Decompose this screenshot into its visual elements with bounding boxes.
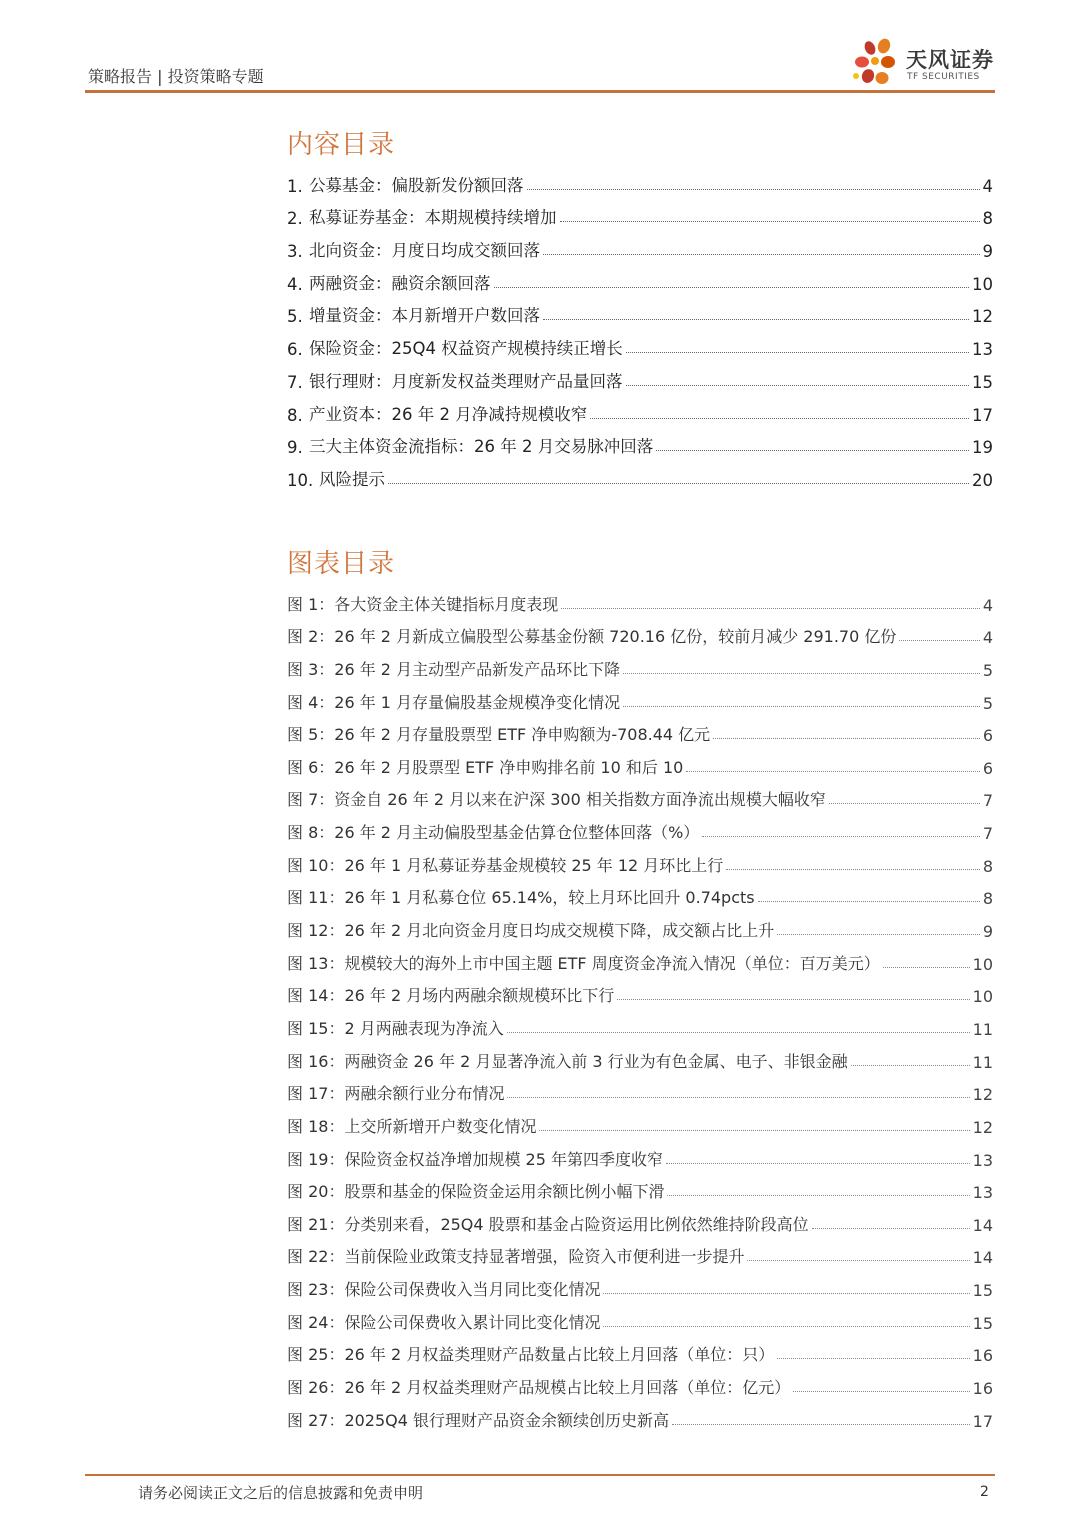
figure-item-page: 17 xyxy=(972,1411,993,1431)
toc-item-title: 风险提示 xyxy=(319,469,385,489)
toc-item-page: 10 xyxy=(972,274,993,294)
leader-dots xyxy=(793,1390,969,1392)
figure-item[interactable] xyxy=(287,941,993,974)
figure-item-title: 图 1：各大资金主体关键指标月度表现 xyxy=(287,594,559,614)
figure-item-title: 图 13：规模较大的海外上市中国主题 ETF 周度资金净流入情况（单位：百万美元） xyxy=(287,953,880,973)
page-number: 2 xyxy=(980,1484,989,1500)
leader-dots xyxy=(561,607,980,609)
toc-item-page: 19 xyxy=(972,438,993,458)
footer-divider xyxy=(85,1474,995,1476)
toc-item-title: 北向资金：月度日均成交额回落 xyxy=(309,241,540,261)
contents-title: 内容目录 xyxy=(287,130,396,160)
figures-list xyxy=(287,582,993,1431)
figure-item-page: 10 xyxy=(972,987,993,1007)
toc-item[interactable] xyxy=(287,359,993,392)
leader-dots xyxy=(560,220,980,222)
figure-item-page: 7 xyxy=(982,824,993,844)
figure-item-page: 16 xyxy=(972,1346,993,1366)
figure-item-title: 图 24：保险公司保费收入累计同比变化情况 xyxy=(287,1312,601,1332)
leader-dots xyxy=(603,1292,969,1294)
contents-list xyxy=(287,163,993,490)
figure-item-page: 16 xyxy=(972,1379,993,1399)
toc-item[interactable] xyxy=(287,392,993,425)
leader-dots xyxy=(758,900,980,902)
figure-item-page: 4 xyxy=(982,595,993,615)
toc-item[interactable] xyxy=(287,261,993,294)
figure-item-title: 图 12：26 年 2 月北向资金月度日均成交规模下降，成交额占比上升 xyxy=(287,921,775,941)
toc-item-page: 17 xyxy=(972,405,993,425)
leader-dots xyxy=(623,672,980,674)
figure-item-title: 图 3：26 年 2 月主动型产品新发产品环比下降 xyxy=(287,659,621,679)
leader-dots xyxy=(388,482,969,484)
figure-item[interactable] xyxy=(287,1039,993,1072)
figure-item-title: 图 22：当前保险业政策支持显著增强，险资入市便利进一步提升 xyxy=(287,1247,745,1267)
figure-item[interactable] xyxy=(287,1300,993,1333)
figure-item-page: 11 xyxy=(972,1019,993,1039)
figure-item-page: 5 xyxy=(982,660,993,680)
figure-item-page: 14 xyxy=(972,1248,993,1268)
figure-item-page: 14 xyxy=(972,1215,993,1235)
toc-item[interactable] xyxy=(287,425,993,458)
figure-item-page: 15 xyxy=(972,1281,993,1301)
figure-item-title: 图 4：26 年 1 月存量偏股基金规模净变化情况 xyxy=(287,692,621,712)
toc-item-number: 9. xyxy=(287,438,303,458)
toc-item-number: 8. xyxy=(287,405,303,425)
leader-dots xyxy=(543,318,969,320)
figure-item[interactable] xyxy=(287,1333,993,1366)
toc-item-number: 7. xyxy=(287,372,303,392)
leader-dots xyxy=(494,286,970,288)
leader-dots xyxy=(626,351,969,353)
figure-item[interactable] xyxy=(287,1104,993,1137)
leader-dots xyxy=(507,1031,970,1033)
figure-item[interactable] xyxy=(287,810,993,843)
leader-dots xyxy=(603,1325,969,1327)
leader-dots xyxy=(666,1162,970,1164)
figure-item-page: 15 xyxy=(972,1313,993,1333)
report-category: 策略报告 | 投资策略专题 xyxy=(88,67,264,86)
toc-item[interactable] xyxy=(287,326,993,359)
header-divider xyxy=(85,90,995,93)
figure-item-page: 9 xyxy=(982,922,993,942)
leader-dots xyxy=(899,639,979,641)
figure-item[interactable] xyxy=(287,843,993,876)
leader-dots xyxy=(829,802,980,804)
leader-dots xyxy=(747,1259,969,1261)
figure-item[interactable] xyxy=(287,1006,993,1039)
leader-dots xyxy=(777,933,980,935)
figure-item-page: 8 xyxy=(982,856,993,876)
figure-item-page: 6 xyxy=(982,758,993,778)
figure-item[interactable] xyxy=(287,876,993,909)
toc-item-number: 1. xyxy=(287,176,303,196)
figure-item-page: 12 xyxy=(972,1117,993,1137)
brand-logo xyxy=(848,34,998,90)
leader-dots xyxy=(590,417,969,419)
leader-dots xyxy=(883,966,970,968)
figure-item-title: 图 16：两融资金 26 年 2 月显著净流入前 3 行业为有色金属、电子、非银金融 xyxy=(287,1051,848,1071)
figure-item-page: 13 xyxy=(972,1183,993,1203)
toc-item-title: 保险资金：25Q4 权益资产规模持续正增长 xyxy=(309,339,623,359)
toc-item-page: 13 xyxy=(972,340,993,360)
figure-item[interactable] xyxy=(287,647,993,680)
figure-item[interactable] xyxy=(287,745,993,778)
figure-item-title: 图 5：26 年 2 月存量股票型 ETF 净申购额为-708.44 亿元 xyxy=(287,725,711,745)
figure-item[interactable] xyxy=(287,1267,993,1300)
toc-item-title: 银行理财：月度新发权益类理财产品量回落 xyxy=(309,371,623,391)
figure-item[interactable] xyxy=(287,1170,993,1203)
figure-item[interactable] xyxy=(287,1072,993,1105)
figure-item-title: 图 21：分类别来看，25Q4 股票和基金占险资运用比例依然维持阶段高位 xyxy=(287,1214,809,1234)
leader-dots xyxy=(851,1064,970,1066)
leader-dots xyxy=(527,188,980,190)
figure-item-page: 8 xyxy=(982,889,993,909)
figure-item[interactable] xyxy=(287,615,993,648)
toc-item-title: 公募基金：偏股新发份额回落 xyxy=(309,175,524,195)
toc-item-page: 12 xyxy=(972,307,993,327)
toc-item[interactable] xyxy=(287,228,993,261)
figure-item-page: 12 xyxy=(972,1085,993,1105)
figure-item-page: 10 xyxy=(972,954,993,974)
leader-dots xyxy=(626,384,970,386)
figure-item-title: 图 15：2 月两融表现为净流入 xyxy=(287,1018,504,1038)
toc-item-page: 20 xyxy=(972,470,993,490)
toc-item-title: 增量资金：本月新增开户数回落 xyxy=(309,306,540,326)
figure-item-title: 图 14：26 年 2 月场内两融余额规模环比下行 xyxy=(287,986,615,1006)
toc-item-number: 6. xyxy=(287,340,303,360)
figure-item-title: 图 23：保险公司保费收入当月同比变化情况 xyxy=(287,1280,601,1300)
figure-item-title: 图 7：资金自 26 年 2 月以来在沪深 300 相关指数方面净流出规模大幅收窄 xyxy=(287,790,826,810)
toc-item-number: 10. xyxy=(287,470,314,490)
figure-item[interactable] xyxy=(287,1137,993,1170)
figure-item-title: 图 27：2025Q4 银行理财产品资金余额续创历史新高 xyxy=(287,1410,670,1430)
logo-chinese-name: 天风证券 xyxy=(906,48,994,72)
toc-item-title: 三大主体资金流指标：26 年 2 月交易脉冲回落 xyxy=(309,437,654,457)
figure-item-page: 4 xyxy=(982,628,993,648)
figure-item-title: 图 18：上交所新增开户数变化情况 xyxy=(287,1116,537,1136)
toc-item-page: 15 xyxy=(972,372,993,392)
figure-item-page: 5 xyxy=(982,693,993,713)
leader-dots xyxy=(539,1129,969,1131)
figure-item[interactable] xyxy=(287,1202,993,1235)
figure-item[interactable] xyxy=(287,908,993,941)
figure-item-title: 图 20：股票和基金的保险资金运用余额比例小幅下滑 xyxy=(287,1182,665,1202)
leader-dots xyxy=(686,770,980,772)
toc-item-page: 8 xyxy=(982,209,993,229)
toc-item[interactable] xyxy=(287,457,993,490)
leader-dots xyxy=(812,1227,970,1229)
toc-item-page: 4 xyxy=(982,176,993,196)
figure-item-title: 图 8：26 年 2 月主动偏股型基金估算仓位整体回落（%） xyxy=(287,823,700,843)
toc-item-page: 9 xyxy=(982,242,993,262)
figures-title: 图表目录 xyxy=(287,549,396,579)
figure-item[interactable] xyxy=(287,778,993,811)
toc-item-number: 3. xyxy=(287,242,303,262)
toc-item-number: 5. xyxy=(287,307,303,327)
toc-item-title: 私募证券基金：本期规模持续增加 xyxy=(309,208,557,228)
toc-item[interactable] xyxy=(287,294,993,327)
toc-item-number: 2. xyxy=(287,209,303,229)
leader-dots xyxy=(702,835,980,837)
figure-item-page: 13 xyxy=(972,1150,993,1170)
leader-dots xyxy=(543,253,980,255)
toc-item[interactable] xyxy=(287,196,993,229)
leader-dots xyxy=(672,1423,970,1425)
leader-dots xyxy=(507,1096,969,1098)
figure-item[interactable] xyxy=(287,974,993,1007)
figure-item-title: 图 26：26 年 2 月权益类理财产品规模占比较上月回落（单位：亿元） xyxy=(287,1378,791,1398)
toc-item-number: 4. xyxy=(287,274,303,294)
figure-item-page: 11 xyxy=(972,1052,993,1072)
leader-dots xyxy=(623,705,980,707)
figure-item-title: 图 19：保险资金权益净增加规模 25 年第四季度收窄 xyxy=(287,1149,663,1169)
logo-english-name: TF SECURITIES xyxy=(907,72,980,82)
leader-dots xyxy=(713,737,980,739)
figure-item-title: 图 10：26 年 1 月私募证券基金规模较 25 年 12 月环比上行 xyxy=(287,855,724,875)
toc-item[interactable] xyxy=(287,163,993,196)
leader-dots xyxy=(656,449,969,451)
figure-item[interactable] xyxy=(287,713,993,746)
figure-item-title: 图 25：26 年 2 月权益类理财产品数量占比较上月回落（单位：只） xyxy=(287,1345,775,1365)
leader-dots xyxy=(617,998,969,1000)
figure-item[interactable] xyxy=(287,1235,993,1268)
figure-item[interactable] xyxy=(287,1365,993,1398)
figure-item[interactable] xyxy=(287,680,993,713)
leader-dots xyxy=(777,1357,969,1359)
flower-logo-icon xyxy=(848,34,904,90)
toc-item-title: 两融资金：融资余额回落 xyxy=(309,273,491,293)
leader-dots xyxy=(726,868,980,870)
figure-item-page: 6 xyxy=(982,726,993,746)
figure-item-title: 图 17：两融余额行业分布情况 xyxy=(287,1084,505,1104)
figure-item[interactable] xyxy=(287,582,993,615)
figure-item-title: 图 2：26 年 2 月新成立偏股型公募基金份额 720.16 亿份，较前月减少 291.70 亿份 xyxy=(287,627,897,647)
leader-dots xyxy=(667,1194,969,1196)
figure-item-title: 图 6：26 年 2 月股票型 ETF 净申购排名前 10 和后 10 xyxy=(287,757,684,777)
toc-item-title: 产业资本：26 年 2 月净减持规模收窄 xyxy=(309,404,588,424)
disclaimer-note: 请务必阅读正文之后的信息披露和免责申明 xyxy=(138,1484,424,1502)
figure-item[interactable] xyxy=(287,1398,993,1431)
figure-item-title: 图 11：26 年 1 月私募仓位 65.14%，较上月环比回升 0.74pcts xyxy=(287,888,755,908)
figure-item-page: 7 xyxy=(982,791,993,811)
